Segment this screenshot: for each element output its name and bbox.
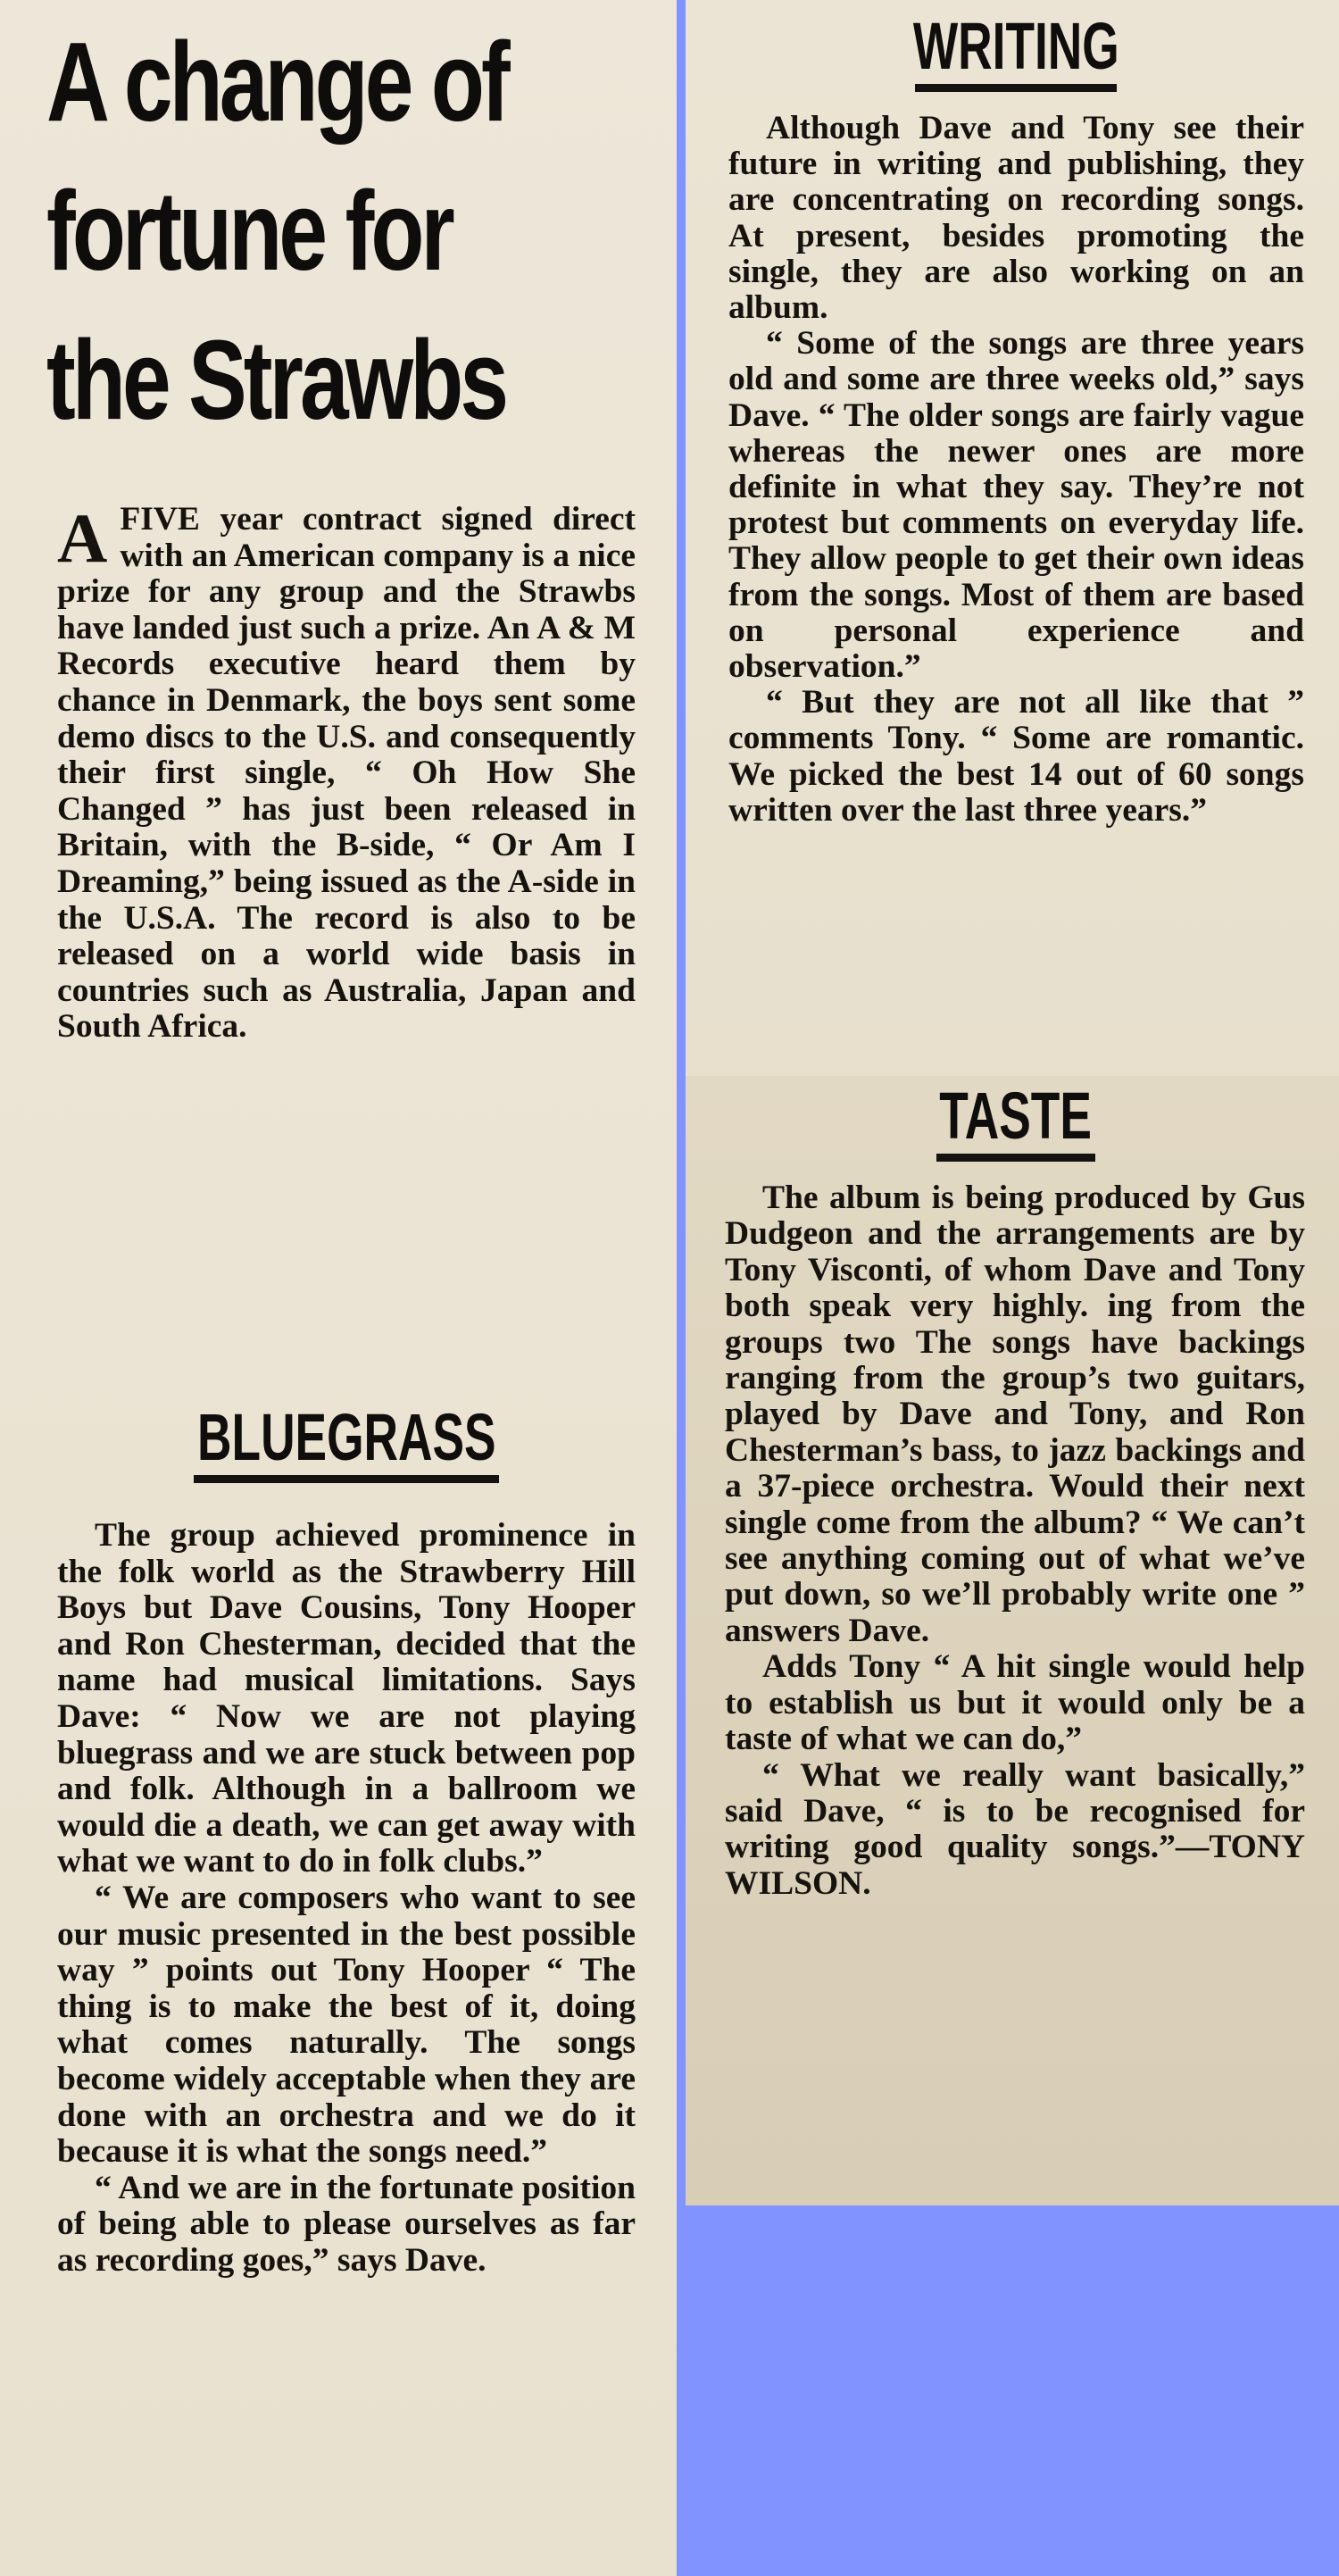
writing-paragraph-2: “ Some of the songs are three years old and some are three weeks old,” says Dave. “ The older songs are fairly vague whereas the newer ones are more definite in what they say. They’re not protest but comments on everyday life. They allow people to get their own ideas from the songs. Most of them are based on personal experience and observation.”	[728, 325, 1304, 686]
headline-line-2: fortune for	[46, 168, 452, 294]
bluegrass-heading-rule	[194, 1475, 499, 1483]
bluegrass-section-body	[57, 1518, 636, 2279]
intro-text: FIVE year contract signed direct with an American company is a nice prize for any group and the Strawbs have landed just such a prize. An A & M Records executive heard them by chance in Denmark, the boys sent some demo discs to the U.S. and consequently their first single, “ Oh How She Changed ” has just been released in Britain, with the B-side, “ Or Am I Dreaming,” being issued as the A-side in the U.S.A. The record is also to be released on a world wide basis in countries such as Australia, Japan and South Africa.	[57, 501, 636, 1046]
section-heading-bluegrass	[57, 1402, 636, 1483]
taste-heading-rule	[936, 1154, 1095, 1162]
clipping-right-bottom	[686, 1076, 1339, 2205]
bluegrass-paragraph-3: “ And we are in the fortunate position of being able to please ourselves as far as recording goes,” says Dave.	[57, 2169, 636, 2279]
bluegrass-heading-text: BLUEGRASS	[196, 1400, 496, 1474]
drop-cap: A	[57, 499, 108, 577]
section-heading-taste	[721, 1080, 1310, 1162]
bluegrass-paragraph-1: The group achieved prominence in the folk world as the Strawberry Hill Boys but Dave Cousins, Tony Hooper and Ron Chesterman, decided that the name had musical limitations. Says Dave: “ Now we are not playing bluegrass and we are stuck between pop and folk. Although in a ballroom we would die a death, we can get away with what we want to do in folk clubs.”	[57, 1517, 636, 1880]
writing-paragraph-1: Although Dave and Tony see their future in writing and publishing, they are concentrating on recording songs. At present, besides promoting the single, they are also working on an album.	[728, 110, 1304, 327]
taste-section-body	[725, 1180, 1305, 1902]
clipping-right-top	[686, 0, 1339, 1076]
writing-paragraph-3: “ But they are not all like that ” comments Tony. “ Some are romantic. We picked the best 14 out of 60 songs written over the last three years.”	[728, 684, 1304, 829]
article-headline	[46, 7, 520, 454]
taste-paragraph-3: “ What we really want basically,” said Dave, “ is to be recognised for writing good quality songs.”—TONY WILSON.	[725, 1756, 1305, 1902]
intro-paragraph	[57, 499, 636, 1046]
taste-paragraph-1: The album is being produced by Gus Dudgeon and the arrangements are by Tony Visconti, of whom Dave and Tony both speak very highly. ing from the groups two The songs have backings ranging from the group’s two guitars, played by Dave and Tony, and Ron Chesterman’s bass, to jazz backings and a 37-piece orchestra. Would their next single come from the album? “ We can’t see anything coming out of what we’ve put down, so we’ll probably write one ” answers Dave.	[725, 1180, 1305, 1649]
headline-line-1: A change of	[46, 19, 507, 145]
headline-line-3: the Strawbs	[46, 317, 506, 443]
taste-heading-text: TASTE	[939, 1079, 1093, 1153]
bluegrass-paragraph-2: “ We are composers who want to see our music presented in the best possible way ” points out Tony Hooper “ The thing is to make the best of it, doing what comes naturally. The songs become widely acceptable when they are done with an orchestra and we do it because it is what the songs need.”	[57, 1879, 636, 2171]
section-heading-writing	[721, 11, 1310, 92]
writing-heading-text: WRITING	[912, 9, 1119, 83]
taste-paragraph-2: Adds Tony “ A hit single would help to establish us but it would only be a taste of what we can do,”	[725, 1648, 1305, 1758]
writing-section-body	[728, 111, 1304, 829]
writing-heading-rule	[915, 84, 1117, 92]
